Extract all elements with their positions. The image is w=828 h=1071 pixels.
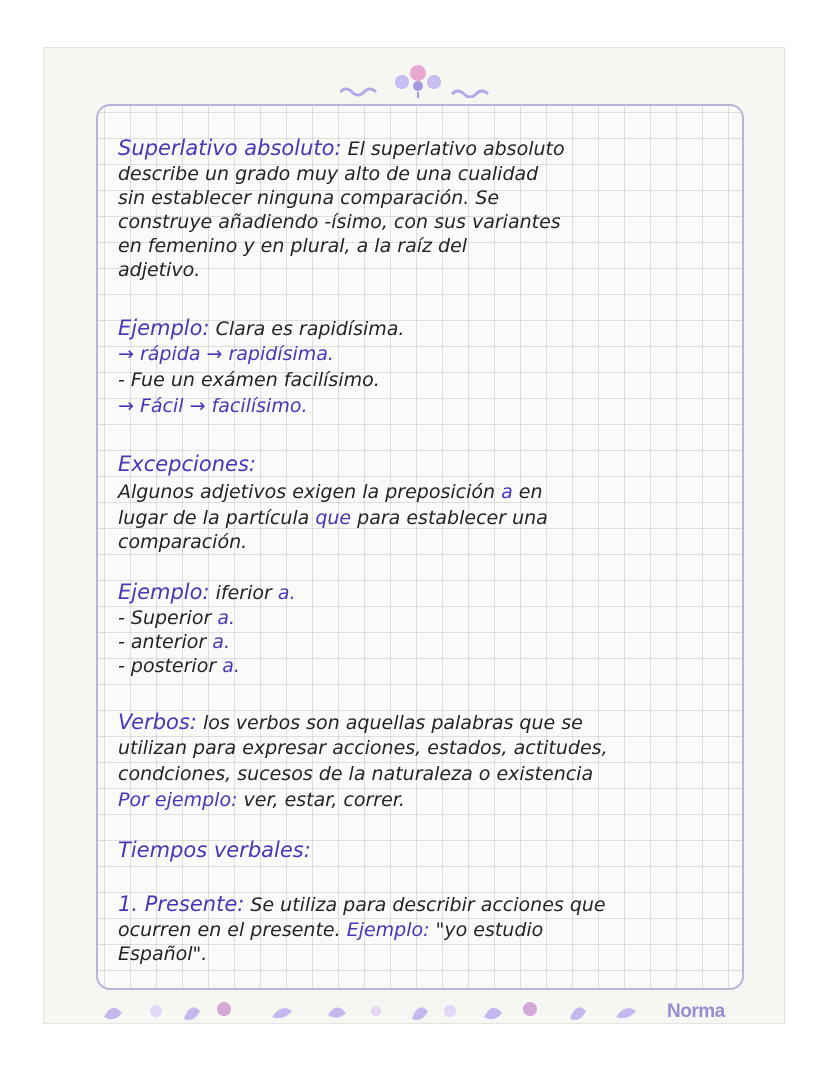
presente-line-3: Español". <box>118 943 208 965</box>
superlativo-line-4: construye añadiendo -ísimo, con sus variantes <box>118 211 561 233</box>
excepciones-title: Excepciones: <box>118 452 256 476</box>
excepciones-line-3: comparación. <box>118 531 248 553</box>
ejemplo1-item-1: → rápida → rapidísima. <box>118 343 334 365</box>
verbos-examples: ver, estar, correr. <box>243 789 405 811</box>
verbos-line-2: utilizan para expresar acciones, estados, actitudes, <box>118 737 608 759</box>
presente-ejemplo: Ejemplo: <box>346 919 430 941</box>
ejemplo2-item-3 <box>118 654 240 678</box>
presente-line-2 <box>118 918 543 942</box>
ejemplo2-item-3-text: - posterior <box>118 655 217 677</box>
ejemplo2-line <box>118 580 296 605</box>
ejemplo1-line <box>118 316 404 341</box>
por-ejemplo-label: Por ejemplo: <box>118 789 238 811</box>
ejemplo2-item-2 <box>118 630 230 654</box>
excepciones-word-en: en <box>518 481 543 503</box>
verbos-line-4 <box>118 788 405 812</box>
flower-decoration-icon <box>340 58 510 98</box>
excepciones-line-2 <box>118 506 548 530</box>
brand-logo: Norma <box>667 1001 725 1022</box>
ejemplo2-a: a. <box>277 582 296 604</box>
superlativo-line-2: describe un grado muy alto de una cualidad <box>118 163 539 185</box>
presente-line-1 <box>118 892 606 917</box>
tiempos-title: Tiempos verbales: <box>118 838 311 862</box>
excepciones-word-a: a <box>501 481 513 503</box>
ejemplo1-item-3: → Fácil → facilísimo. <box>118 395 308 417</box>
presente-title: 1. Presente: <box>118 892 245 916</box>
ejemplo2-item-1 <box>118 606 235 630</box>
excepciones-line-1 <box>118 480 543 504</box>
ejemplo2-item-3-a: a. <box>222 655 240 677</box>
excepciones-text-2: lugar de la partícula <box>118 507 310 529</box>
presente-text-2: ocurren en el presente. <box>118 919 341 941</box>
leaf-decoration-icon <box>96 995 656 1025</box>
ejemplo1-text: Clara es rapidísima. <box>215 318 405 340</box>
superlativo-line-6: adjetivo. <box>118 259 201 281</box>
excepciones-text-3: para establecer una <box>357 507 548 529</box>
ejemplo2-item-1-a: a. <box>217 607 236 629</box>
ejemplo1-label: Ejemplo: <box>118 316 210 340</box>
superlativo-line-5: en femenino y en plural, a la raíz del <box>118 235 468 257</box>
ejemplo1-item-2: - Fue un exámen facilísimo. <box>118 369 380 391</box>
excepciones-text-1: Algunos adjetivos exigen la preposición <box>118 481 496 503</box>
ejemplo2-item-2-text: - anterior <box>118 631 207 653</box>
ejemplo2-label: Ejemplo: <box>118 580 210 604</box>
excepciones-word-que: que <box>315 507 352 529</box>
verbos-line-3: condciones, sucesos de la naturaleza o existencia <box>118 763 594 785</box>
ejemplo2-text: iferior <box>215 582 272 604</box>
presente-quote: "yo estudio <box>435 919 544 941</box>
presente-text-1: Se utiliza para describir acciones que <box>250 894 606 916</box>
superlativo-line-3: sin establecer ninguna comparación. Se <box>118 187 500 209</box>
ejemplo2-item-2-a: a. <box>212 631 230 653</box>
superlativo-title: Superlativo absoluto: <box>118 136 342 160</box>
verbos-title: Verbos: <box>118 710 197 734</box>
verbos-line-1 <box>118 710 583 735</box>
superlativo-line-1 <box>118 136 565 161</box>
verbos-text-1: los verbos son aquellas palabras que se <box>202 712 583 734</box>
ejemplo2-item-1-text: - Superior <box>118 607 212 629</box>
superlativo-text-1: El superlativo absoluto <box>347 138 565 160</box>
